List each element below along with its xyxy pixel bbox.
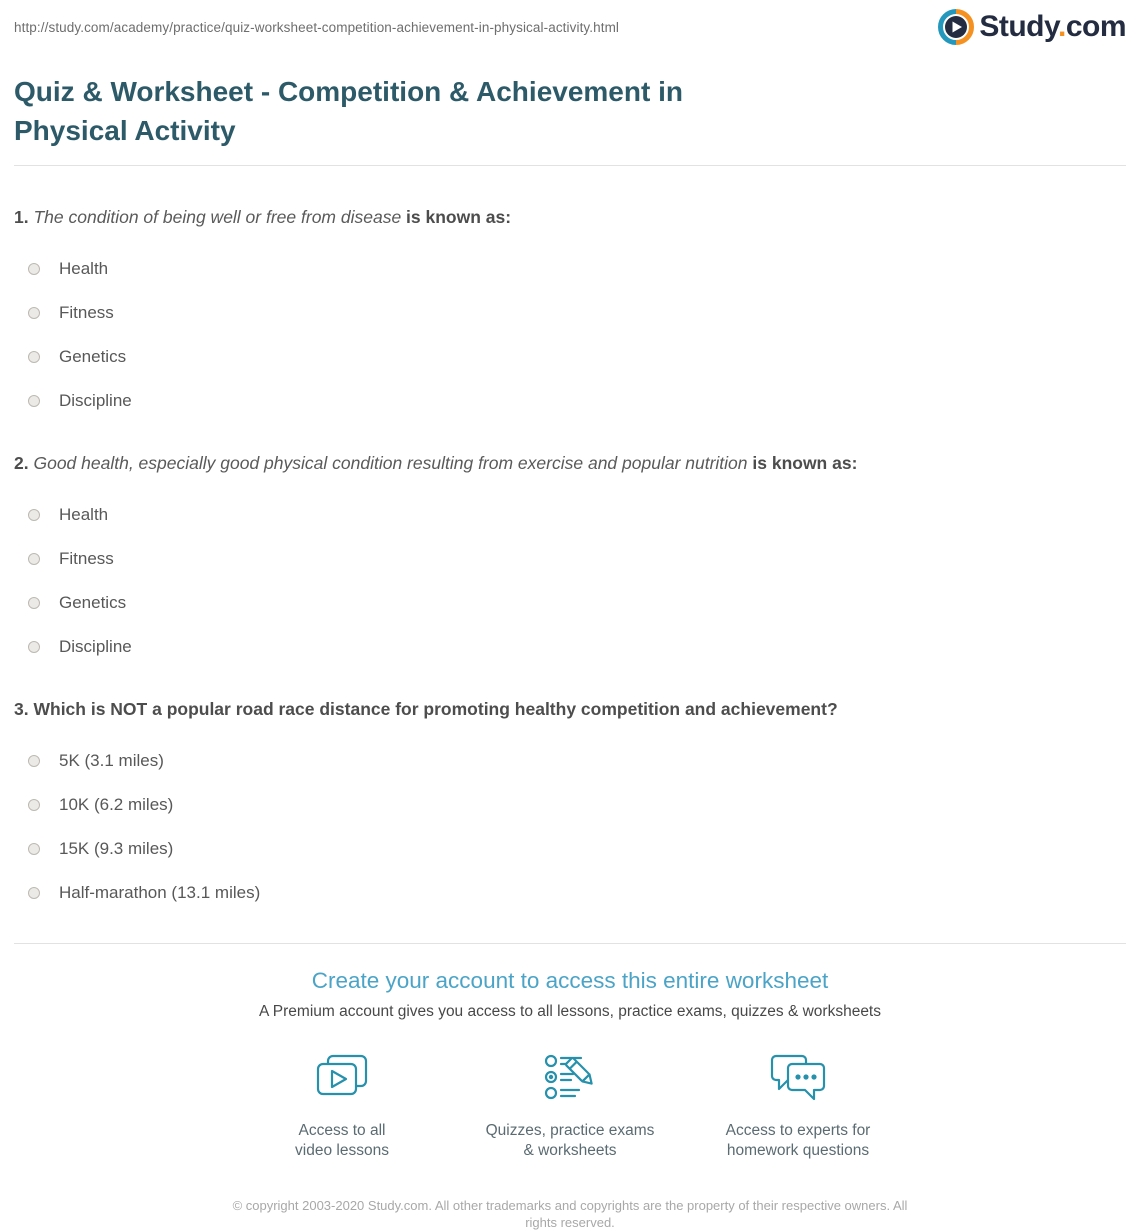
radio-button[interactable]: [28, 395, 40, 407]
question-number: 2.: [14, 453, 29, 473]
signup-heading: Create your account to access this entire worksheet: [311, 968, 829, 993]
question-number: 1.: [14, 207, 29, 227]
radio-button[interactable]: [28, 351, 40, 363]
question-1: [14, 205, 1126, 412]
option-label[interactable]: Health: [59, 505, 109, 524]
answer-option[interactable]: [14, 302, 1126, 324]
feature-quizzes-worksheets: [470, 1051, 670, 1161]
feature-list: [14, 1051, 1126, 1161]
quizzes-worksheets-icon: [470, 1051, 670, 1113]
radio-button[interactable]: [28, 641, 40, 653]
video-lessons-icon: [242, 1051, 442, 1113]
question-suffix: Which is NOT a popular road race distance for promoting healthy competition and achievement?: [33, 699, 838, 719]
radio-button[interactable]: [28, 509, 40, 521]
radio-button[interactable]: [28, 799, 40, 811]
title-divider: [14, 165, 1126, 166]
page-title: [14, 72, 1126, 150]
answer-option[interactable]: [14, 592, 1126, 614]
option-label[interactable]: Fitness: [59, 549, 114, 568]
question-3-prompt: [14, 697, 1126, 721]
radio-button[interactable]: [28, 307, 40, 319]
answer-option[interactable]: [14, 504, 1126, 526]
radio-button[interactable]: [28, 843, 40, 855]
feature-label: Access to experts for homework questions: [725, 1122, 871, 1159]
studycom-logo-text: Study.com: [979, 10, 1126, 43]
studycom-logo[interactable]: [938, 9, 1126, 45]
radio-button[interactable]: [28, 263, 40, 275]
answer-option[interactable]: [14, 390, 1126, 412]
question-suffix: is known as:: [747, 453, 858, 473]
copyright-notice: © copyright 2003-2020 Study.com. All other trademarks and copyrights are the property of their respective owners. All rights reserved.: [232, 1198, 908, 1230]
question-number: 3.: [14, 699, 29, 719]
question-definition: Good health, especially good physical condition resulting from exercise and popular nutrition: [33, 453, 748, 473]
feature-video-lessons: [242, 1051, 442, 1161]
feature-label: Access to all video lessons: [295, 1122, 389, 1159]
signup-subheading: A Premium account gives you access to all lessons, practice exams, quizzes & worksheets: [259, 1003, 881, 1020]
option-label[interactable]: Genetics: [59, 593, 127, 612]
question-suffix: is known as:: [401, 207, 512, 227]
answer-option[interactable]: [14, 258, 1126, 280]
option-label[interactable]: 5K (3.1 miles): [59, 751, 164, 770]
feature-expert-chat: [698, 1051, 898, 1161]
question-3: [14, 697, 1126, 904]
option-label[interactable]: Health: [59, 259, 109, 278]
radio-button[interactable]: [28, 755, 40, 767]
question-1-prompt: [14, 205, 1126, 229]
studycom-play-icon: [938, 9, 974, 45]
answer-option[interactable]: [14, 636, 1126, 658]
option-label[interactable]: Genetics: [59, 347, 127, 366]
answer-option[interactable]: [14, 882, 1126, 904]
radio-button[interactable]: [28, 887, 40, 899]
question-definition: The condition of being well or free from disease: [33, 207, 402, 227]
answer-option[interactable]: [14, 750, 1126, 772]
option-label[interactable]: 15K (9.3 miles): [59, 839, 174, 858]
option-label[interactable]: Discipline: [59, 637, 132, 656]
chat-experts-icon: [698, 1051, 898, 1113]
radio-button[interactable]: [28, 553, 40, 565]
question-2: [14, 451, 1126, 658]
answer-option[interactable]: [14, 794, 1126, 816]
feature-label: Quizzes, practice exams & worksheets: [485, 1122, 655, 1159]
option-label[interactable]: Fitness: [59, 303, 114, 322]
radio-button[interactable]: [28, 597, 40, 609]
option-label[interactable]: Half-marathon (13.1 miles): [59, 883, 261, 902]
question-2-prompt: [14, 451, 1126, 475]
page-title-line1: Quiz & Worksheet - Competition & Achievement in: [14, 76, 683, 107]
page-title-line2: Physical Activity: [14, 115, 236, 146]
page-url: http://study.com/academy/practice/quiz-worksheet-competition-achievement-in-physical-activity.html: [14, 19, 620, 35]
question-1-options: [14, 258, 1126, 412]
question-2-options: [14, 504, 1126, 658]
option-label[interactable]: 10K (6.2 miles): [59, 795, 174, 814]
logo-dot: .: [1057, 10, 1066, 43]
signup-section: [14, 944, 1126, 1231]
answer-option[interactable]: [14, 838, 1126, 860]
page-header: [14, 0, 1126, 46]
answer-option[interactable]: [14, 548, 1126, 570]
question-3-options: [14, 750, 1126, 904]
answer-option[interactable]: [14, 346, 1126, 368]
option-label[interactable]: Discipline: [59, 391, 132, 410]
